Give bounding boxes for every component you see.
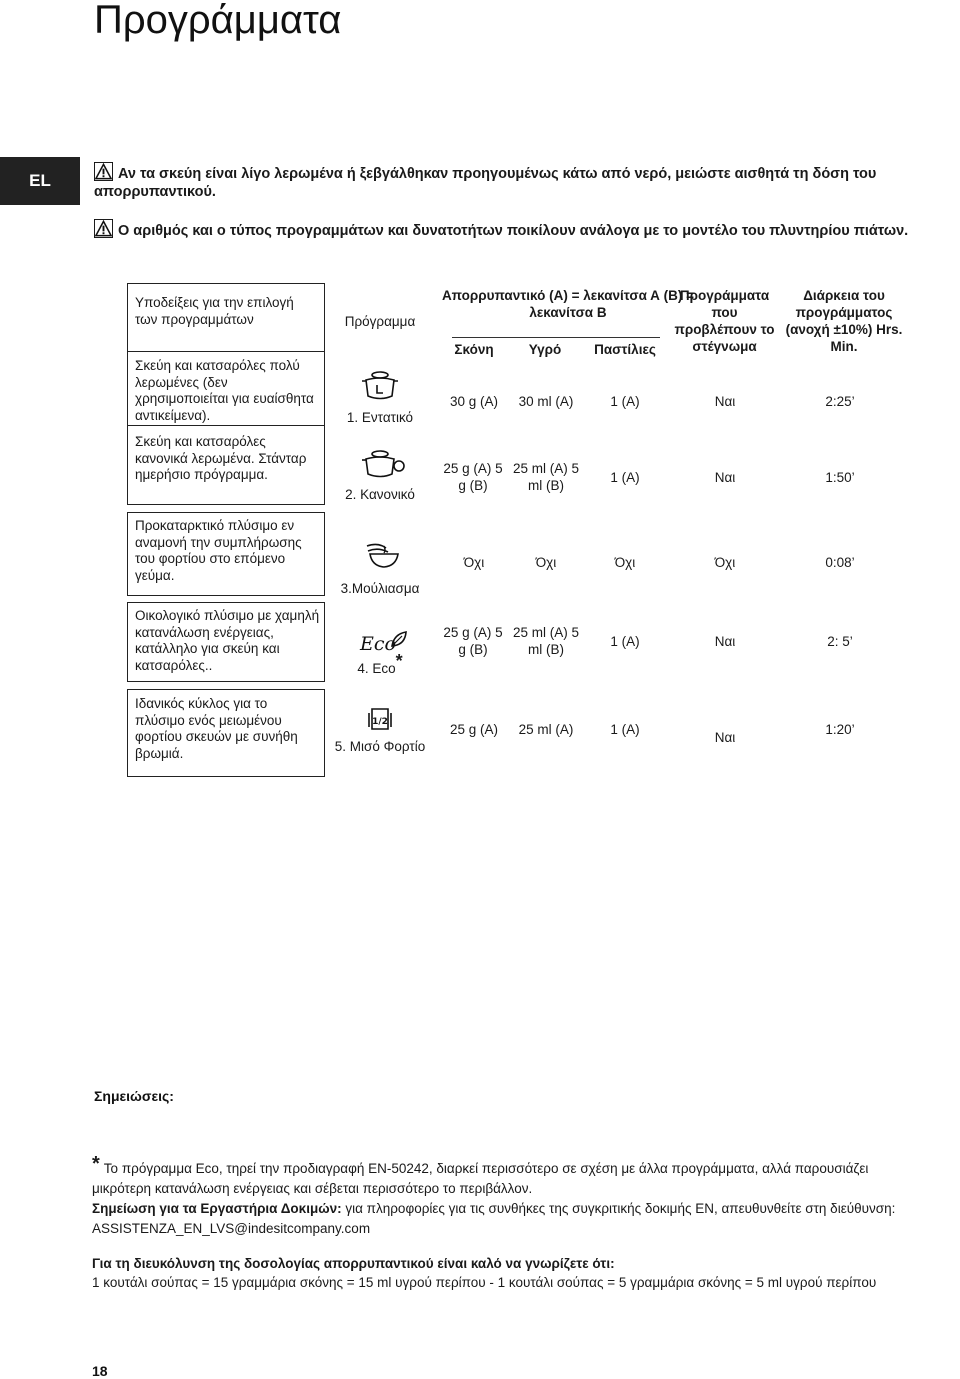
header-underline (452, 337, 660, 338)
warning-1 (94, 162, 944, 201)
liquid-value: 25 ml (A) (518, 722, 574, 737)
page-number: 18 (92, 1363, 108, 1379)
program-name: 1. Εντατικό (346, 410, 414, 425)
liquid-value: 25 ml (A) 5 ml (B) (512, 625, 580, 657)
warning-text: Ο αριθμός και ο τύπος προγραμμάτων και δυνατοτήτων ποικίλουν ανάλογα με το μοντέλο του πλυντηρίου πιάτων. (118, 223, 909, 239)
lab-note-text: για πληροφορίες για τις συνθήκες της συγκριτικής δοκιμής EN, απευθυνθείτε στη διεύθυνση: ASSISTENZA_EN_LVS@indesitcompany.com (92, 1201, 896, 1236)
hints-box-1 (127, 283, 325, 505)
lab-note (92, 1199, 922, 1238)
hint-row-2: Σκεύη και κατσαρόλες κανονικά λερωμένα. Στάνταρ ημερήσιο πρόγραμμα. (135, 434, 307, 483)
duration-value: 2: 5’ (827, 634, 853, 649)
dosage-text: 1 κουτάλι σούπας = 15 γραμμάρια σκόνης = 15 ml υγρού περίπου - 1 κουτάλι σούπας = 5 γραμμάρια σκόνης = 5 ml υγρού περίπου (92, 1275, 877, 1290)
duration-value: 0:08’ (825, 555, 855, 570)
program-name (330, 651, 430, 677)
normal-pot-icon (360, 448, 406, 480)
warning-2 (94, 219, 944, 240)
warning-icon (94, 219, 113, 238)
svg-text:1/2: 1/2 (372, 717, 388, 727)
warning-text: Αν τα σκεύη είναι λίγο λερωμένα ή ξεβγάλθηκαν προηγουμένως κάτω από νερό, μειώστε αισθητά τη δόση του απορρυπαντικού. (94, 166, 877, 200)
soak-bowl-icon (364, 540, 404, 570)
eco-note (92, 1153, 912, 1198)
tablets-header: Παστίλιες (594, 342, 656, 357)
page-title: Προγράμματα (94, 0, 342, 42)
powder-value: 25 g (A) 5 g (B) (443, 461, 503, 493)
liquid-value: 25 ml (A) 5 ml (B) (512, 461, 580, 493)
hint-row-3: Προκαταρκτικό πλύσιμο εν αναμονή την συμπλήρωσης του φορτίου στο επόμενο γεύμα. (135, 518, 302, 583)
hint-row-5: Ιδανικός κύκλος για το πλύσιμο ενός μειωμένου φορτίου σκευών με συνήθη βρωμιά. (135, 696, 298, 761)
liquid-value: 30 ml (A) (518, 394, 574, 409)
dosage-title: Για τη διευκόλυνση της δοσολογίας απορρυπαντικού είναι καλό να γνωρίζετε ότι: (92, 1256, 615, 1271)
drying-header: Προγράμματα που προβλέπουν το στέγνωμα (674, 288, 775, 354)
tablets-value: 1 (A) (610, 394, 640, 409)
language-tab: EL (0, 157, 80, 205)
hint-row-1: Σκεύη και κατσαρόλες πολύ λερωμένες (δεν χρησιμοποιείται για ευαίσθητα αντικείμενα). (135, 358, 314, 423)
tablets-value: 1 (A) (610, 634, 640, 649)
hint-row-4: Οικολογικό πλύσιμο με χαμηλή κατανάλωση ενέργειας, κατάλληλο για σκεύη και κατσαρόλες.. (135, 608, 320, 673)
footnote-asterisk: * (395, 651, 403, 671)
duration-value: 1:50’ (825, 470, 855, 485)
powder-value: 25 g (A) 5 g (B) (443, 625, 503, 657)
drying-value: Ναι (714, 470, 736, 485)
powder-value: 25 g (A) (449, 722, 499, 737)
eco-note-text: Το πρόγραμμα Eco, τηρεί την προδιαγραφή EN-50242, διαρκεί περισσότερο σε σχέση με άλλα προγράμματα, αλλά παρουσιάζει μικρότερη κατανάλωση ενέργειας και σέβεται περισσότερο το περιβάλλον. (92, 1161, 869, 1196)
drying-value: Όχι (714, 555, 736, 570)
drying-value: Ναι (714, 730, 736, 745)
program-label: 4. Eco (357, 661, 396, 676)
liquid-header: Υγρό (528, 342, 562, 357)
hints-box-2 (127, 512, 325, 596)
duration-value: 2:25’ (825, 394, 855, 409)
liquid-value: Όχι (535, 555, 557, 570)
powder-value: 30 g (A) (449, 394, 499, 409)
drying-value: Ναι (714, 634, 736, 649)
intensive-pot-icon (360, 368, 400, 404)
notes-title: Σημειώσεις: (94, 1088, 174, 1104)
svg-text:Eco: Eco (360, 633, 396, 655)
program-name: 2. Κανονικό (345, 487, 415, 502)
divider (128, 351, 324, 352)
half-load-icon (366, 705, 394, 733)
program-name: 5. Μισό Φορτίο (334, 739, 426, 754)
warning-icon (94, 162, 113, 181)
program-header: Πρόγραμμα (344, 314, 416, 329)
program-name: 3.Μούλιασμα (340, 581, 420, 596)
hints-box-3 (127, 602, 325, 682)
divider (128, 425, 324, 426)
drying-value: Ναι (714, 394, 736, 409)
hints-box-4 (127, 689, 325, 777)
tablets-value: Όχι (614, 555, 636, 570)
footnote-asterisk: * (92, 1153, 100, 1175)
hints-header: Υποδείξεις για την επιλογή των προγραμμάτων (135, 295, 294, 327)
tablets-value: 1 (A) (610, 722, 640, 737)
detergent-header: Απορρυπαντικό (A) = λεκανίτσα Α (B) = λεκανίτσα B (441, 288, 695, 320)
powder-header: Σκόνη (454, 342, 494, 357)
tablets-value: 1 (A) (610, 470, 640, 485)
duration-value: 1:20’ (825, 722, 855, 737)
powder-value: Όχι (463, 555, 485, 570)
duration-header: Διάρκεια του προγράμματος (ανοχή ±10%) Hrs. Min. (785, 288, 903, 354)
lab-note-label: Σημείωση για τα Εργαστήρια Δοκιμών: (92, 1201, 342, 1216)
